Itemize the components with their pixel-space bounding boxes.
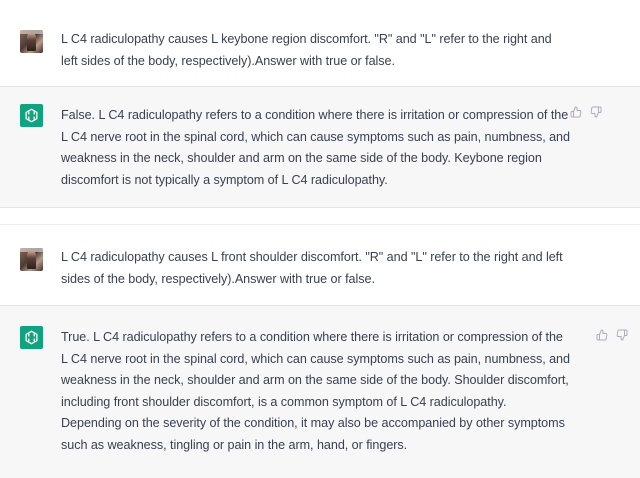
message-line: discomfort is not typically a symptom of L C4 radiculopathy. bbox=[61, 172, 388, 187]
message-line: including front shoulder discomfort, is a common symptom of L C4 radiculopathy. bbox=[61, 394, 507, 409]
user-avatar bbox=[20, 30, 43, 53]
message-line: sides of the body, respectively).Answer with true or false. bbox=[61, 271, 375, 286]
message-line: weakness in the neck, shoulder and arm on the same side of the body. Shoulder discomfort, bbox=[61, 373, 569, 387]
feedback-buttons bbox=[596, 329, 628, 341]
assistant-message bbox=[0, 305, 640, 478]
message-line: True. L C4 radiculopathy refers to a condition where there is irritation or compression of the bbox=[61, 330, 563, 344]
message-line: False. L C4 radiculopathy refers to a condition where there is irritation or compression of the bbox=[61, 108, 569, 122]
user-avatar bbox=[20, 248, 43, 271]
user-message bbox=[0, 225, 640, 305]
message-line: L C4 nerve root in the spinal cord, which can cause symptoms such as pain, numbness, and bbox=[61, 351, 570, 366]
thumbs-down-icon[interactable] bbox=[616, 329, 628, 341]
message-line: weakness in the neck, shoulder and arm on the same side of the body. Keybone region bbox=[61, 151, 542, 165]
message-line: L C4 radiculopathy causes L front shoulder discomfort. "R" and "L" refer to the right and left bbox=[61, 250, 563, 264]
assistant-message-text bbox=[61, 105, 570, 191]
thumbs-up-icon[interactable] bbox=[596, 329, 608, 341]
feedback-buttons bbox=[570, 106, 602, 118]
assistant-message-text bbox=[61, 327, 570, 456]
user-message bbox=[0, 0, 640, 86]
message-line: left sides of the body, respectively).Answer with true or false. bbox=[61, 53, 395, 68]
chatgpt-logo-icon bbox=[20, 104, 43, 127]
message-line: L C4 nerve root in the spinal cord, which can cause symptoms such as pain, numbness, and bbox=[61, 129, 570, 144]
thumbs-up-icon[interactable] bbox=[570, 106, 582, 118]
user-message-text bbox=[61, 29, 552, 72]
chatgpt-logo-icon bbox=[20, 326, 43, 349]
message-line: such as weakness, tingling or pain in the arm, hand, or fingers. bbox=[61, 437, 408, 452]
message-line: Depending on the severity of the condition, it may also be accompanied by other symptoms bbox=[61, 416, 565, 430]
message-line: L C4 radiculopathy causes L keybone region discomfort. "R" and "L" refer to the right and bbox=[61, 32, 552, 46]
assistant-message bbox=[0, 86, 640, 208]
thumbs-down-icon[interactable] bbox=[590, 106, 602, 118]
user-message-text bbox=[61, 247, 563, 290]
